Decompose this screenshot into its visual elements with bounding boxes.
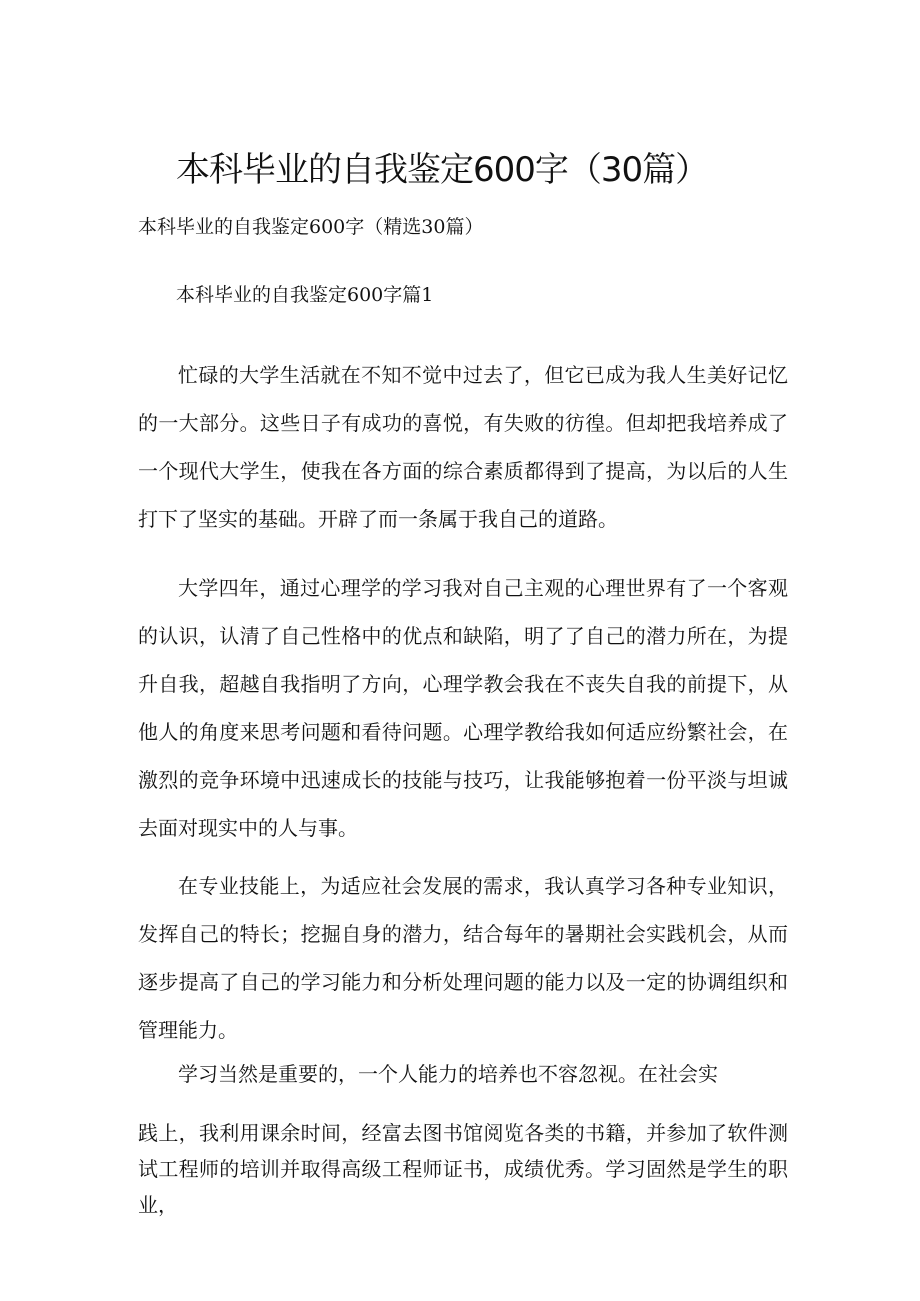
section-heading: 本科毕业的自我鉴定600字篇1 — [176, 284, 434, 306]
document-title: 本科毕业的自我鉴定600字（30篇） — [176, 150, 709, 190]
paragraph-4-first-line: 学习当然是重要的，一个人能力的培养也不容忽视。在社会实 — [178, 1062, 718, 1086]
paragraph-3: 在专业技能上，为适应社会发展的需求，我认真学习各种专业知识，发挥自己的特长；挖掘自身的潜力，结合每年的暑期社会实践机会，从而逐步提高了自己的学习能力和分析处理问题的能力以及一定的协调组织和管理能力。 — [138, 874, 788, 1042]
paragraph-1: 忙碌的大学生活就在不知不觉中过去了，但它已成为我人生美好记忆的一大部分。这些日子有成功的喜悦，有失败的彷徨。但却把我培养成了一个现代大学生，使我在各方面的综合素质都得到了提高，为以后的人生打下了坚实的基础。开辟了而一条属于我自己的道路。 — [138, 363, 788, 531]
document-subtitle: 本科毕业的自我鉴定600字（精选30篇） — [138, 216, 484, 238]
paragraph-2: 大学四年，通过心理学的学习我对自己主观的心理世界有了一个客观的认识，认清了自己性格中的优点和缺陷，明了了自己的潜力所在，为提升自我，超越自我指明了方向，心理学教会我在不丧失自我的前提下，从他人的角度来思考问题和看待问题。心理学教给我如何适应纷繁社会，在激烈的竞争环境中迅速成长的技能与技巧，让我能够抱着一份平淡与坦诚去面对现实中的人与事。 — [138, 576, 788, 840]
paragraph-4-continuation: 践上，我利用课余时间，经富去图书馆阅览各类的书籍，并参加了软件测试工程师的培训并取得高级工程师证书，成绩优秀。学习固然是学生的职业， — [138, 1121, 788, 1217]
